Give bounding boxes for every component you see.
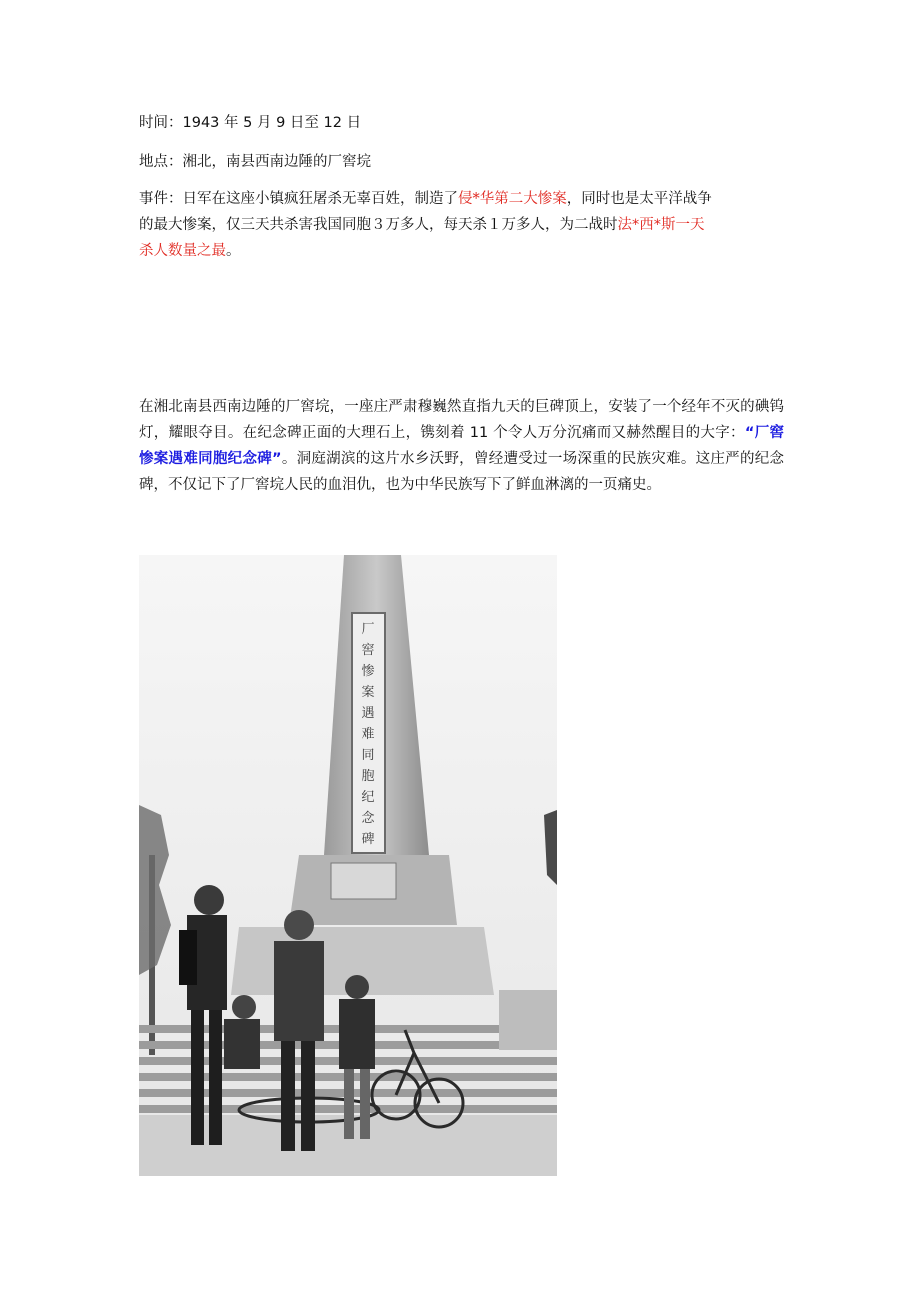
inscription-char: 胞: [361, 769, 375, 784]
body-paragraph: 在湘北南县西南边陲的厂窖垸，一座庄严肃穆巍然直指九天的巨碑顶上，安装了一个经年不灭的碘钨灯，耀眼夺目。在纪念碑正面的大理石上，镌刻着 11 个令人万分沉痛而又赫然醒目的大字：“厂窖惨案遇难同胞纪念碑”。洞庭湖滨的这片水乡沃野，曾经遭受过一场深重的民族灾难。这庄严的纪念碑，不仅记下了厂窖垸人民的血泪仇，也为中华民族写下了鲜血淋漓的一页痛史。: [139, 399, 785, 493]
inscription-char: 遇: [361, 706, 375, 721]
inscription-char: 窖: [361, 643, 375, 658]
inscription-char: 案: [361, 685, 375, 700]
inscription-char: 碑: [361, 832, 375, 847]
place-line: 地点：湘北，南县西南边陲的厂窖垸: [139, 154, 371, 170]
right-wall: [499, 990, 557, 1050]
inscription-char: 纪: [361, 790, 375, 805]
inscription-char: 难: [361, 727, 375, 742]
inscription-char: 念: [361, 811, 375, 826]
inscription-char: 厂: [361, 622, 375, 637]
pedestal-plaque: [331, 863, 396, 899]
highlight-record-cont: 杀人数量之最: [139, 243, 226, 259]
inscription-text: [361, 622, 375, 847]
event-line-1: 事件：日军在这座小镇疯狂屠杀无辜百姓，制造了侵*华第二大惨案，同时也是太平洋战争: [139, 191, 712, 207]
highlight-record: 法*西*斯一天: [617, 217, 705, 233]
memorial-photo: [139, 555, 557, 1176]
highlight-invasion: 侵*华第二大惨案: [458, 191, 567, 207]
memorial-name: “厂窖惨案遇难同胞纪念碑”: [139, 425, 785, 467]
inscription-char: 惨: [361, 664, 375, 679]
event-line-2: 的最大惨案，仅三天共杀害我国同胞３万多人，每天杀１万多人，为二战时法*西*斯一天: [139, 217, 705, 233]
event-line-3: 杀人数量之最。: [139, 243, 241, 259]
time-line: 时间：1943 年 5 月 9 日至 12 日: [139, 115, 362, 131]
inscription-char: 同: [361, 748, 375, 763]
